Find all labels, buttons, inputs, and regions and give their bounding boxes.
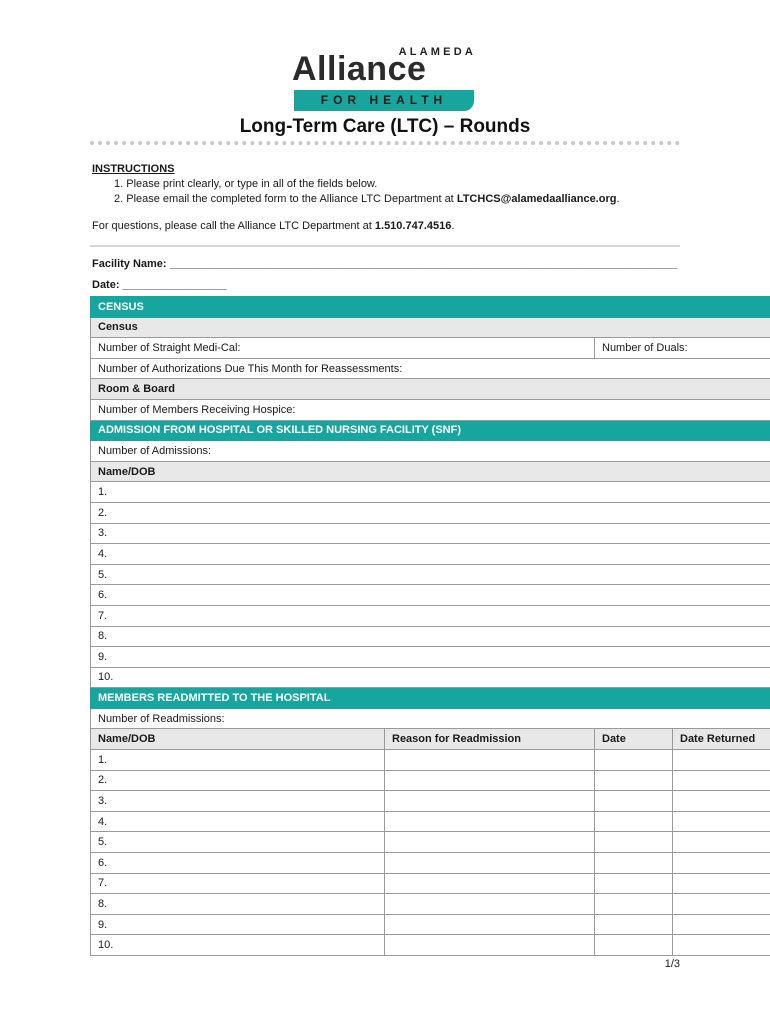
duals-label: Number of Duals: [602, 341, 688, 354]
instruction-item-1: 1. Please print clearly, or type in all of the fields below. [114, 178, 378, 190]
instruction-item-2-suffix: . [616, 193, 620, 205]
readmit-row-returned[interactable] [673, 935, 770, 956]
admission-row[interactable]: 5. [91, 564, 770, 585]
dotted-divider [90, 141, 680, 145]
readmit-row-reason[interactable] [385, 791, 595, 812]
straight-medical-label: Number of Straight Medi-Cal: [98, 341, 241, 354]
admission-row[interactable]: 9. [91, 647, 770, 668]
admission-name-dob-header: Name/DOB [91, 461, 770, 482]
ltc-phone: 1.510.747.4516 [374, 220, 452, 232]
admission-row[interactable]: 6. [91, 585, 770, 606]
logo-alameda-text: ALAMEDA [398, 46, 476, 58]
readmit-row-name[interactable]: 9. [91, 914, 385, 935]
instruction-item-2 [92, 192, 692, 207]
readmit-row-date[interactable] [595, 832, 673, 853]
readmit-row-date[interactable] [595, 853, 673, 874]
instruction-item-2-text: 2. Please email the completed form to the Alliance LTC Department at [114, 193, 457, 205]
readmit-row-date[interactable] [595, 935, 673, 956]
readmit-row-returned[interactable] [673, 791, 770, 812]
logo-for-health-text: FOR HEALTH [320, 93, 448, 107]
questions-text: For questions, please call the Alliance LTC Department at [92, 220, 375, 232]
readmit-row-date[interactable] [595, 811, 673, 832]
readmit-row-returned[interactable] [673, 873, 770, 894]
readmit-row-name[interactable]: 5. [91, 832, 385, 853]
readmit-row-reason[interactable] [385, 811, 595, 832]
duals-cell[interactable] [595, 338, 770, 359]
readmit-row-name[interactable]: 10. [91, 935, 385, 956]
readmit-row-name[interactable]: 3. [91, 791, 385, 812]
readmit-row-reason[interactable] [385, 832, 595, 853]
questions-suffix: . [451, 220, 455, 232]
readmit-reason-header: Reason for Readmission [385, 729, 595, 750]
admission-row[interactable]: 7. [91, 605, 770, 626]
logo-band [294, 90, 474, 111]
readmit-row-returned[interactable] [673, 811, 770, 832]
admission-section-header: ADMISSION FROM HOSPITAL OR SKILLED NURSING FACILITY (SNF) [91, 420, 770, 441]
readmit-section-header: MEMBERS READMITTED TO THE HOSPITAL [91, 688, 770, 709]
readmit-row-name[interactable]: 2. [91, 770, 385, 791]
hospice-label: Number of Members Receiving Hospice: [98, 403, 296, 416]
admission-row[interactable]: 1. [91, 482, 770, 503]
readmit-row-date[interactable] [595, 750, 673, 771]
ltc-email: LTCHCS@alamedaalliance.org [456, 193, 617, 205]
readmit-row-name[interactable]: 4. [91, 811, 385, 832]
readmit-name-dob-header: Name/DOB [91, 729, 385, 750]
readmit-row-returned[interactable] [673, 770, 770, 791]
readmit-row-returned[interactable] [673, 914, 770, 935]
readmit-row-name[interactable]: 7. [91, 873, 385, 894]
instructions-block [92, 162, 692, 234]
admission-row[interactable]: 4. [91, 544, 770, 565]
readmit-row-returned[interactable] [673, 894, 770, 915]
readmit-row-date[interactable] [595, 894, 673, 915]
census-section-header: CENSUS [91, 297, 770, 318]
logo-alliance-text: Alliance [292, 50, 427, 88]
readmit-row-returned[interactable] [673, 832, 770, 853]
readmit-row-returned[interactable] [673, 853, 770, 874]
gray-divider [90, 245, 680, 247]
hospice-cell[interactable] [91, 399, 770, 420]
date-field[interactable]: Date: _________________ [92, 279, 227, 291]
facility-name-field[interactable]: Facility Name: ___________________________________________________________________________________ [92, 258, 678, 270]
page-number: 1/3 [664, 958, 680, 970]
readmit-row-reason[interactable] [385, 914, 595, 935]
page-title: Long-Term Care (LTC) – Rounds [239, 116, 531, 137]
readmit-row-date[interactable] [595, 914, 673, 935]
instructions-heading: INSTRUCTIONS [92, 163, 175, 175]
authorizations-cell[interactable] [91, 358, 770, 379]
readmissions-count-cell[interactable] [91, 708, 770, 729]
readmit-row-reason[interactable] [385, 853, 595, 874]
admissions-count-cell[interactable] [91, 441, 770, 462]
readmit-row-name[interactable]: 1. [91, 750, 385, 771]
admission-row[interactable]: 3. [91, 523, 770, 544]
readmit-row-name[interactable]: 6. [91, 853, 385, 874]
readmit-row-date[interactable] [595, 873, 673, 894]
straight-medical-cell[interactable] [91, 338, 595, 359]
readmit-row-reason[interactable] [385, 935, 595, 956]
questions-line [92, 219, 692, 234]
readmit-row-name[interactable]: 8. [91, 894, 385, 915]
admission-row[interactable]: 2. [91, 502, 770, 523]
readmit-row-reason[interactable] [385, 750, 595, 771]
alliance-logo [290, 46, 480, 112]
readmissions-count-label: Number of Readmissions: [98, 712, 225, 725]
readmit-row-reason[interactable] [385, 894, 595, 915]
readmit-date-header: Date [595, 729, 673, 750]
authorizations-label: Number of Authorizations Due This Month for Reassessments: [98, 362, 403, 375]
readmit-date-returned-header: Date Returned [673, 729, 770, 750]
readmit-row-reason[interactable] [385, 770, 595, 791]
readmit-row-date[interactable] [595, 791, 673, 812]
admissions-count-label: Number of Admissions: [98, 444, 212, 457]
room-board-subheader: Room & Board [91, 379, 770, 400]
readmit-row-date[interactable] [595, 770, 673, 791]
census-subheader: Census [91, 317, 770, 338]
admission-row[interactable]: 8. [91, 626, 770, 647]
readmit-row-returned[interactable] [673, 750, 770, 771]
rounds-form-table [90, 296, 770, 956]
readmit-row-reason[interactable] [385, 873, 595, 894]
admission-row[interactable]: 10. [91, 667, 770, 688]
